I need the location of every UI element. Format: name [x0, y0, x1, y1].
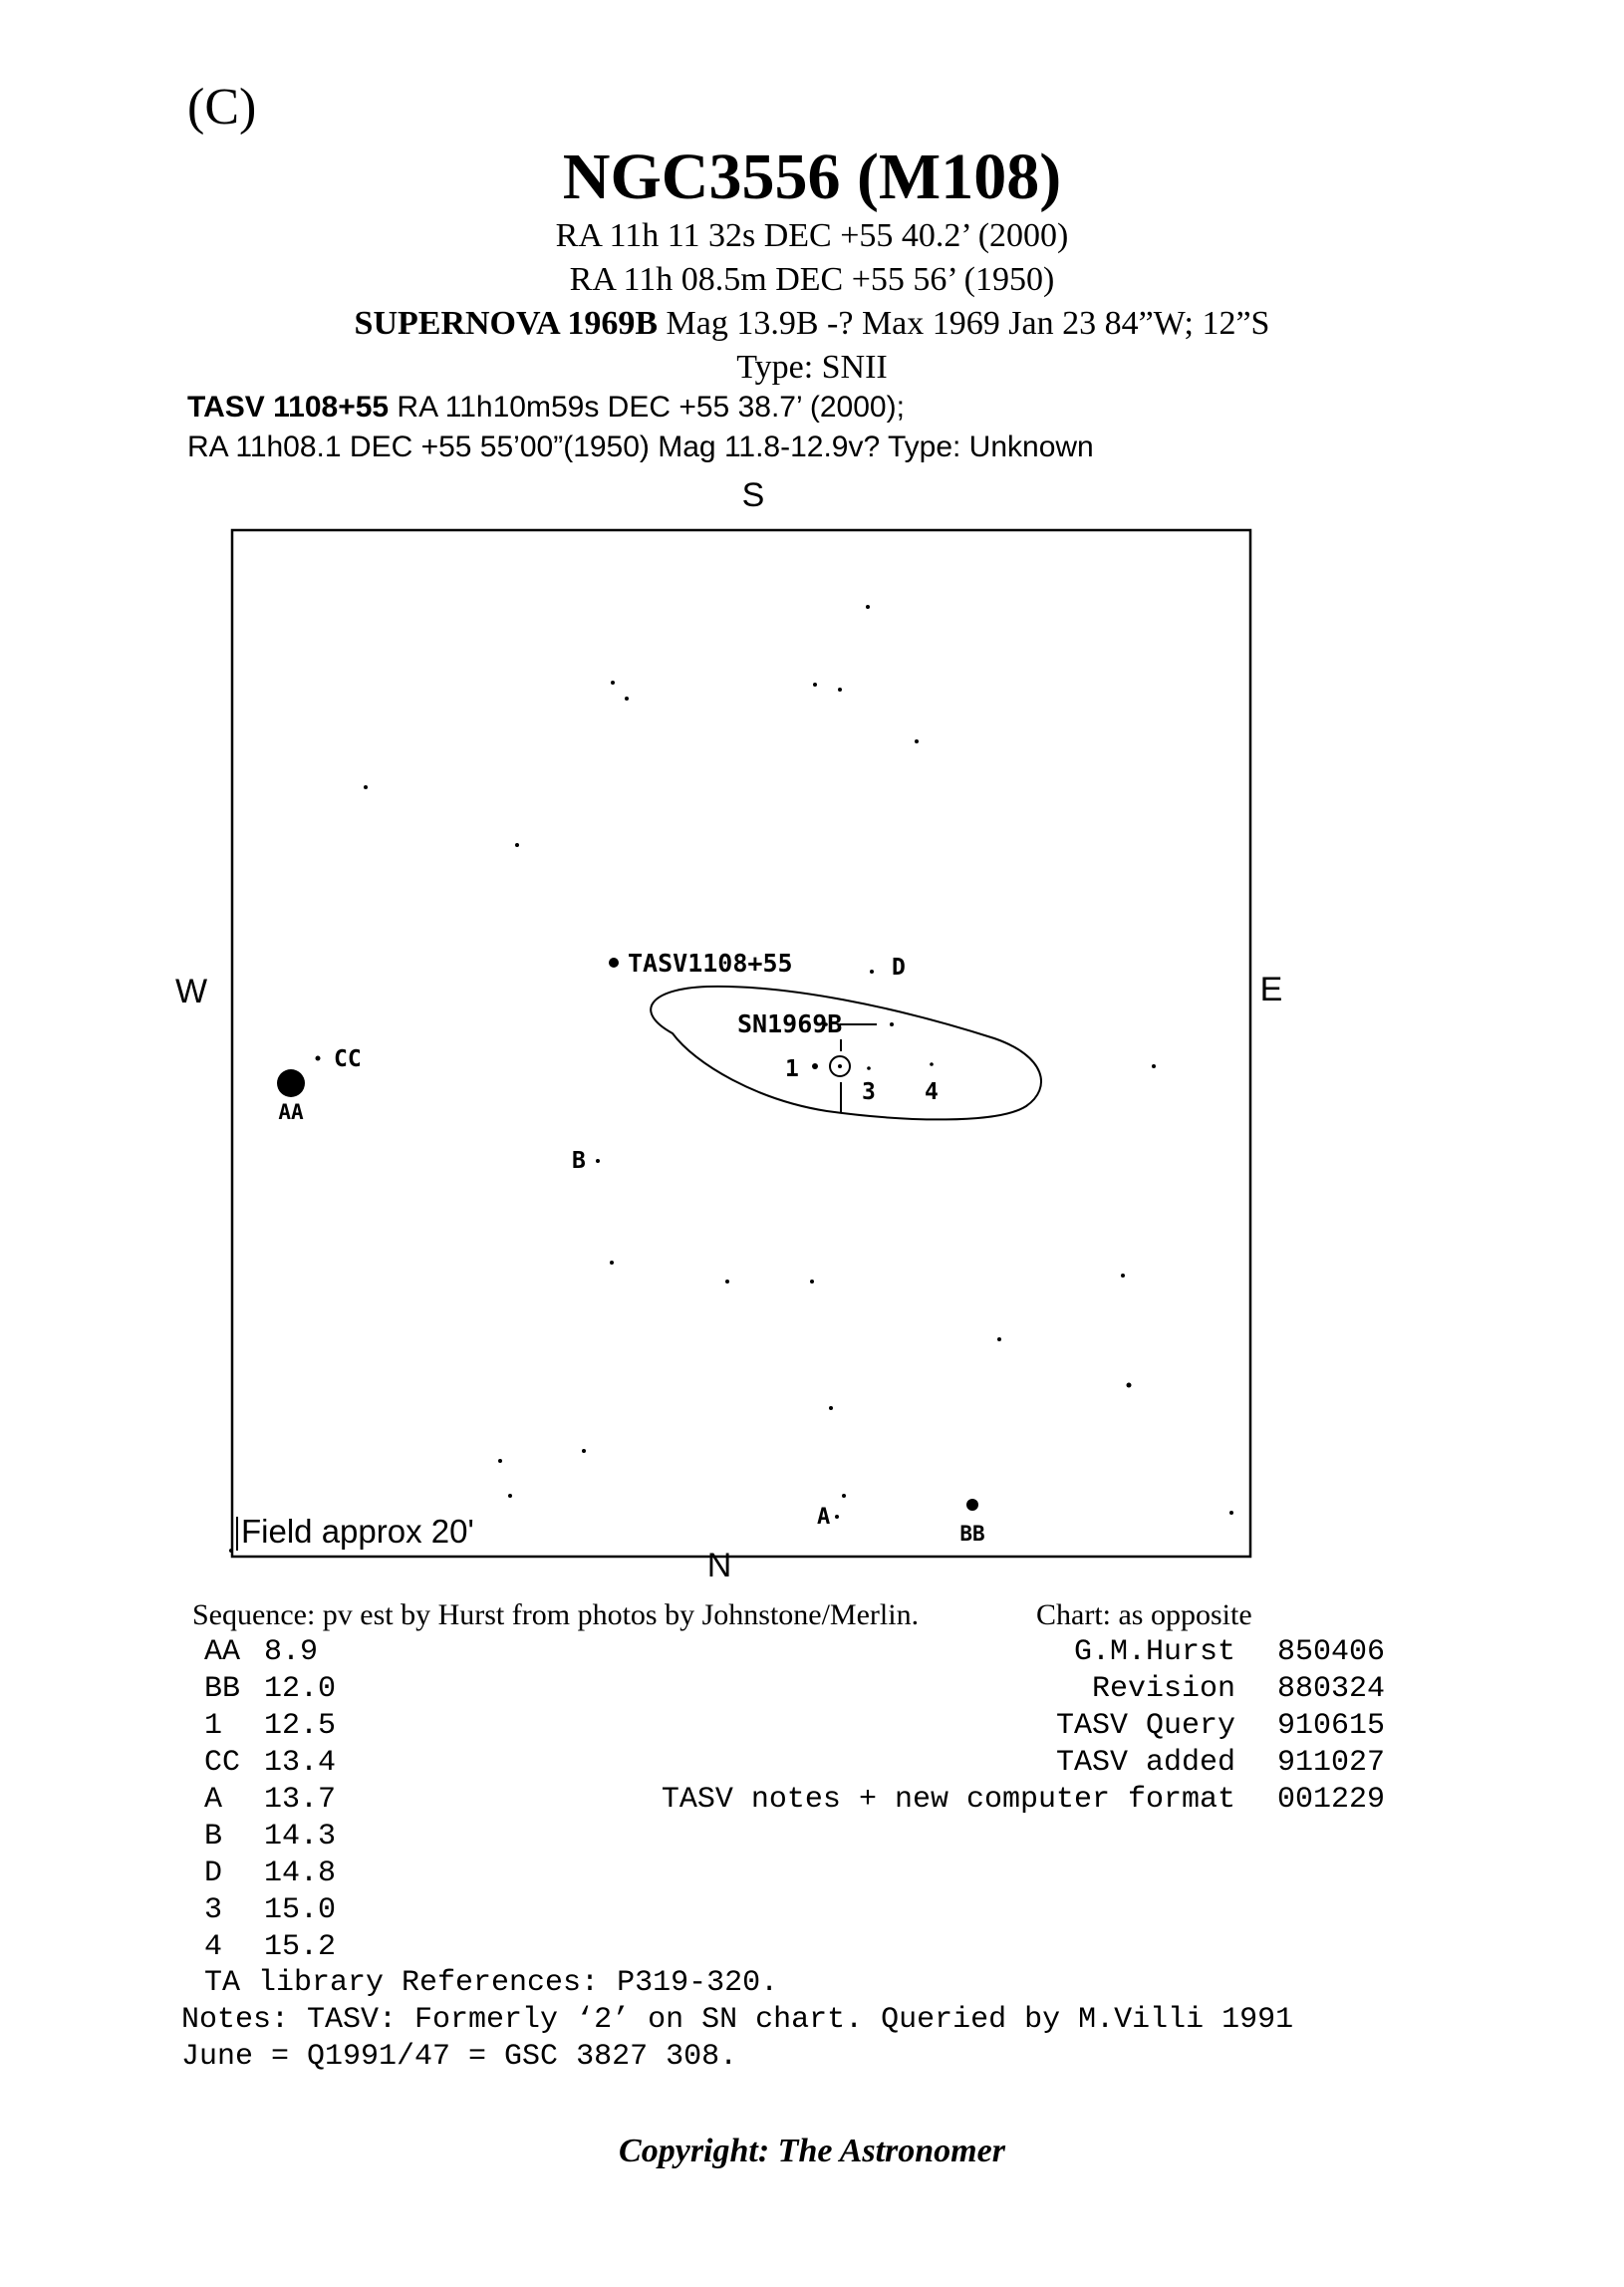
history-label: TASV added — [1055, 1746, 1235, 1780]
star-d-label: D — [892, 955, 906, 981]
notes-line-2: June = Q1991/47 = GSC 3827 308. — [181, 2040, 738, 2074]
tasv-line-2: RA 11h08.1 DEC +55 55’00”(1950) Mag 11.8-12.9v? Type: Unknown — [187, 430, 1094, 463]
star-aa-label: AA — [278, 1100, 304, 1124]
history-code: 850406 — [1276, 1635, 1385, 1669]
star-4-label: 4 — [925, 1079, 939, 1105]
sequence-mag: 8.9 — [264, 1635, 319, 1669]
field-star — [997, 1337, 1001, 1341]
field-star — [813, 683, 817, 687]
sequence-mag: 13.4 — [264, 1746, 337, 1780]
sequence-mag: 14.8 — [264, 1857, 337, 1890]
sequence-id: AA — [204, 1635, 241, 1669]
field-star — [610, 1261, 614, 1265]
library-references: TA library References: P319-320. — [204, 1966, 779, 2000]
coordinates-1950: RA 11h 08.5m DEC +55 56’ (1950) — [569, 261, 1055, 298]
direction-north-label: N — [706, 1547, 732, 1584]
sequence-mag: 15.0 — [264, 1893, 337, 1927]
sequence-mag: 15.2 — [264, 1930, 337, 1964]
sequence-mag: 14.3 — [264, 1820, 337, 1854]
history-code: 001229 — [1276, 1783, 1385, 1817]
corner-label: (C) — [187, 79, 257, 136]
copyright-notice: Copyright: The Astronomer — [619, 2133, 1005, 2169]
history-code: 910615 — [1276, 1709, 1385, 1743]
field-star — [870, 970, 874, 974]
sequence-id: 1 — [204, 1709, 223, 1743]
star-chart — [149, 468, 1295, 1584]
star-aa — [277, 1069, 305, 1097]
sequence-id: CC — [204, 1746, 241, 1780]
sequence-row — [204, 1856, 354, 1892]
sequence-id: B — [204, 1820, 223, 1854]
history-code: 911027 — [1276, 1746, 1385, 1780]
history-label: Revision — [1091, 1672, 1235, 1706]
sequence-id: BB — [204, 1672, 241, 1706]
star-cc-label: CC — [334, 1046, 362, 1072]
field-star — [890, 1022, 894, 1026]
direction-south-label: S — [741, 476, 765, 514]
field-star — [498, 1459, 502, 1463]
field-star — [829, 1406, 833, 1410]
field-star — [725, 1280, 729, 1284]
history-row — [662, 1634, 1385, 1671]
history-label: G.M.Hurst — [1073, 1635, 1235, 1669]
tasv-star-label: TASV1108+55 — [628, 949, 793, 978]
field-star — [515, 843, 519, 847]
direction-west-label: W — [174, 973, 208, 1010]
page-title: NGC3556 (M108) — [562, 141, 1062, 213]
supernova-details: Mag 13.9B -? Max 1969 Jan 23 84”W; 12”S — [658, 305, 1270, 342]
history-label: TASV Query — [1055, 1709, 1235, 1743]
field-star — [810, 1280, 814, 1284]
field-star — [838, 688, 842, 692]
sequence-row — [204, 1634, 354, 1671]
star-1 — [812, 1063, 818, 1069]
notes-line-1: Notes: TASV: Formerly ‘2’ on SN chart. Queried by M.Villi 1991 — [181, 2003, 1294, 2037]
sequence-row — [204, 1929, 354, 1966]
sequence-id: 3 — [204, 1893, 223, 1927]
star-b — [596, 1159, 600, 1163]
star-b-label: B — [572, 1148, 586, 1174]
field-star — [1152, 1064, 1156, 1068]
field-star — [229, 1549, 233, 1553]
field-star — [842, 1494, 846, 1498]
supernova-line — [0, 305, 1624, 343]
field-star — [611, 681, 615, 685]
sequence-row — [204, 1708, 354, 1745]
field-star — [915, 739, 919, 743]
tasv-star — [609, 958, 619, 968]
star-a-label: A — [817, 1505, 831, 1530]
field-star — [1121, 1274, 1125, 1278]
sequence-row — [204, 1782, 354, 1819]
field-star — [930, 1062, 934, 1066]
field-star — [508, 1494, 512, 1498]
supernova-center-dot — [838, 1064, 842, 1068]
sn1969b-label: SN1969B — [737, 1009, 843, 1038]
star-bb — [966, 1499, 978, 1511]
field-star — [1127, 1383, 1132, 1388]
sequence-table — [204, 1634, 354, 1966]
tasv-line-1 — [187, 391, 905, 425]
sequence-id: 4 — [204, 1930, 223, 1964]
direction-east-label: E — [1259, 971, 1283, 1008]
galaxy-outline — [651, 987, 1041, 1120]
field-star — [866, 605, 870, 609]
history-row — [662, 1708, 1385, 1745]
sequence-row — [204, 1671, 354, 1708]
revision-history — [662, 1634, 1385, 1819]
sequence-row — [204, 1745, 354, 1782]
history-label: TASV notes + new computer format — [661, 1783, 1235, 1817]
history-code: 880324 — [1276, 1672, 1385, 1706]
sequence-mag: 12.0 — [264, 1672, 337, 1706]
sequence-row — [204, 1819, 354, 1856]
star-bb-label: BB — [959, 1522, 985, 1546]
history-row — [662, 1782, 1385, 1819]
coordinates-2000: RA 11h 11 32s DEC +55 40.2’ (2000) — [555, 217, 1069, 254]
sequence-mag: 12.5 — [264, 1709, 337, 1743]
star-a — [835, 1515, 839, 1519]
field-star — [582, 1449, 586, 1453]
star-3-label: 3 — [862, 1079, 876, 1105]
chart-frame — [232, 530, 1250, 1557]
field-size-note: Field approx 20' — [241, 1513, 474, 1550]
tasv-coords-2000: RA 11h10m59s DEC +55 38.7’ (2000); — [389, 391, 905, 424]
sequence-header: Sequence: pv est by Hurst from photos by Johnstone/Merlin. — [192, 1598, 920, 1631]
field-star — [1229, 1511, 1233, 1515]
field-star — [364, 785, 368, 789]
sequence-row — [204, 1892, 354, 1929]
supernova-type: Type: SNII — [736, 349, 888, 386]
history-row — [662, 1671, 1385, 1708]
field-star — [625, 697, 629, 701]
field-star — [867, 1066, 871, 1070]
star-1-label: 1 — [785, 1056, 799, 1082]
chart-note: Chart: as opposite — [1036, 1598, 1252, 1631]
star-cc — [316, 1056, 321, 1061]
sequence-id: D — [204, 1857, 223, 1890]
sequence-mag: 13.7 — [264, 1783, 337, 1817]
supernova-name: SUPERNOVA 1969B — [354, 305, 659, 342]
tasv-name: TASV 1108+55 — [187, 391, 390, 424]
history-row — [662, 1745, 1385, 1782]
sequence-id: A — [204, 1783, 223, 1817]
